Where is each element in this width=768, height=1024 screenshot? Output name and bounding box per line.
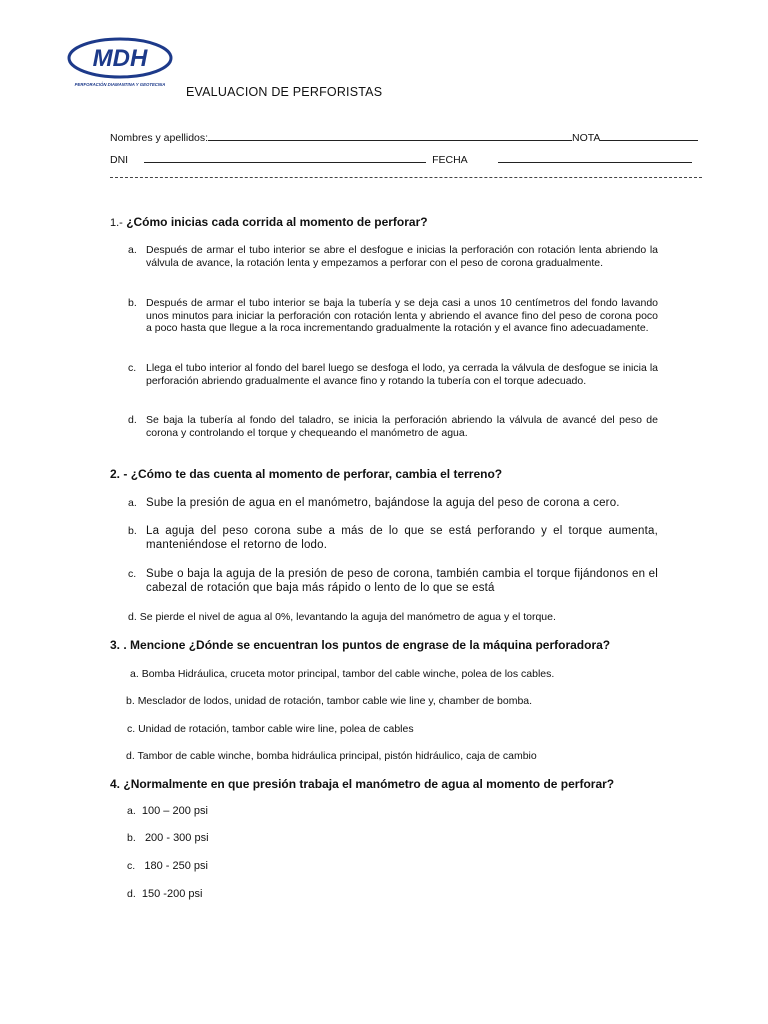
question-text: - ¿Cómo te das cuenta al momento de perforar, cambia el terreno?	[123, 467, 503, 481]
option-letter: c.	[128, 568, 137, 580]
option-letter: d.	[127, 888, 136, 900]
option-text: Llega el tubo interior al fondo del barel luego se desfoga el lodo, ya cerrada la válvula de desfogue se inicia la perforación abriendo gradualmente el avance fino y rotando la tubería con el torque adecuado.	[146, 362, 658, 387]
fecha-label: FECHA	[432, 154, 468, 166]
question-text: ¿Cómo inicias cada corrida al momento de perforar?	[126, 215, 428, 229]
question-4	[110, 777, 614, 791]
option-4c[interactable]	[127, 860, 208, 872]
option-text: 100 – 200 psi	[141, 805, 208, 817]
option-letter: b.	[127, 832, 136, 844]
option-4b[interactable]	[127, 832, 209, 844]
question-2	[110, 467, 502, 481]
option-text: Se pierde el nivel de agua al 0%, levantando la aguja del manómetro de agua y el torque.	[139, 611, 556, 623]
option-4a[interactable]	[127, 805, 208, 817]
option-1d[interactable]	[128, 414, 658, 442]
option-letter: d.	[126, 750, 135, 762]
option-text: Se baja la tubería al fondo del taladro, se inicia la perforación abriendo la válvula de avancé del peso de corona y controlando el torque y chequeando el manómetro de agua.	[146, 414, 658, 439]
option-letter: c.	[127, 860, 136, 872]
option-2a[interactable]	[128, 496, 658, 512]
name-field[interactable]	[208, 130, 572, 141]
logo-text: MDH	[92, 45, 148, 72]
option-text: Mesclador de lodos, unidad de rotación, tambor cable wie line y, chamber de bomba.	[137, 695, 533, 707]
option-1a[interactable]	[128, 244, 658, 284]
option-letter: b.	[128, 525, 137, 537]
nota-label: NOTA	[572, 132, 601, 144]
option-text: Tambor de cable winche, bomba hidráulica principal, pistón hidráulico, caja de cambio	[137, 750, 537, 762]
option-letter: a.	[128, 244, 137, 256]
option-text: Después de armar el tubo interior se abre el desfogue e inicias la perforación con rotación lenta abriendo la válvula de avance, la rotación lenta y empezamos a perforar con el peso de corona gradualmente.	[146, 244, 658, 269]
dni-label: DNI	[110, 154, 129, 166]
option-text: 150 -200 psi	[141, 888, 203, 900]
question-number: 3.	[110, 638, 121, 652]
option-letter: a.	[130, 668, 139, 680]
fecha-field[interactable]	[498, 152, 692, 163]
question-number: 4.	[110, 777, 121, 791]
option-letter: d.	[128, 414, 137, 426]
option-3c[interactable]	[127, 723, 414, 735]
dni-row	[110, 152, 692, 166]
option-2c[interactable]	[128, 567, 658, 597]
option-letter: b.	[126, 695, 135, 707]
option-1c[interactable]	[128, 362, 658, 402]
option-text: Después de armar el tubo interior se baja la tubería y se deja casi a unos 10 centímetros del fondo lavando unos minutos para iniciar la perforación con rotación lenta y abriendo el avance fino del peso de corona poco a poco hasta que llegue a la roca incrementando gradualmente la rotación y el avance fino adecuadamente.	[146, 297, 658, 334]
question-number: 2.	[110, 467, 121, 481]
option-letter: a.	[127, 805, 136, 817]
question-text: . Mencione ¿Dónde se encuentran los puntos de engrase de la máquina perforadora?	[123, 638, 611, 652]
option-text: Sube o baja la aguja de la presión de peso de corona, también cambia el torque fijándonos en el cabezal de rotación que baja más rápido o lento de lo que se está	[146, 568, 658, 594]
option-text: Unidad de rotación, tambor cable wire line, polea de cables	[138, 723, 414, 735]
option-text: 180 - 250 psi	[144, 860, 208, 872]
option-text: 200 - 300 psi	[144, 832, 209, 844]
option-1b[interactable]	[128, 297, 658, 349]
logo-tagline: PERFORACIÓN DIAMANTINA Y GEOTECNIA	[74, 82, 166, 87]
option-text: Bomba Hidráulica, cruceta motor principal, tambor del cable winche, polea de los cables.	[141, 668, 555, 680]
dni-field[interactable]	[144, 152, 426, 163]
option-2b[interactable]	[128, 524, 658, 554]
page-title: EVALUACION DE PERFORISTAS	[186, 85, 383, 99]
option-2d[interactable]	[128, 611, 556, 623]
question-1	[110, 215, 428, 229]
option-text: La aguja del peso corona sube a más de lo que se está perforando y el torque aumenta, manteniéndose el retorno de lodo.	[146, 525, 658, 551]
option-text: Sube la presión de agua en el manómetro, bajándose la aguja del peso de corona a cero.	[146, 497, 620, 509]
option-letter: c.	[127, 723, 136, 735]
option-3d[interactable]	[126, 750, 537, 762]
option-letter: d.	[128, 611, 137, 623]
question-3	[110, 638, 610, 652]
mdh-logo	[66, 36, 174, 92]
question-text: ¿Normalmente en que presión trabaja el manómetro de agua al momento de perforar?	[123, 777, 615, 791]
option-4d[interactable]	[127, 888, 202, 900]
option-3a[interactable]	[130, 668, 554, 680]
option-letter: b.	[128, 297, 137, 309]
separator	[110, 177, 702, 178]
option-letter: a.	[128, 497, 137, 509]
nota-field[interactable]	[600, 130, 698, 141]
mdh-logo-mark	[66, 36, 174, 92]
name-row	[110, 130, 698, 144]
question-number: 1.-	[110, 217, 123, 229]
option-3b[interactable]	[126, 695, 532, 707]
option-letter: c.	[128, 362, 137, 374]
name-label: Nombres y apellidos:	[110, 132, 209, 144]
